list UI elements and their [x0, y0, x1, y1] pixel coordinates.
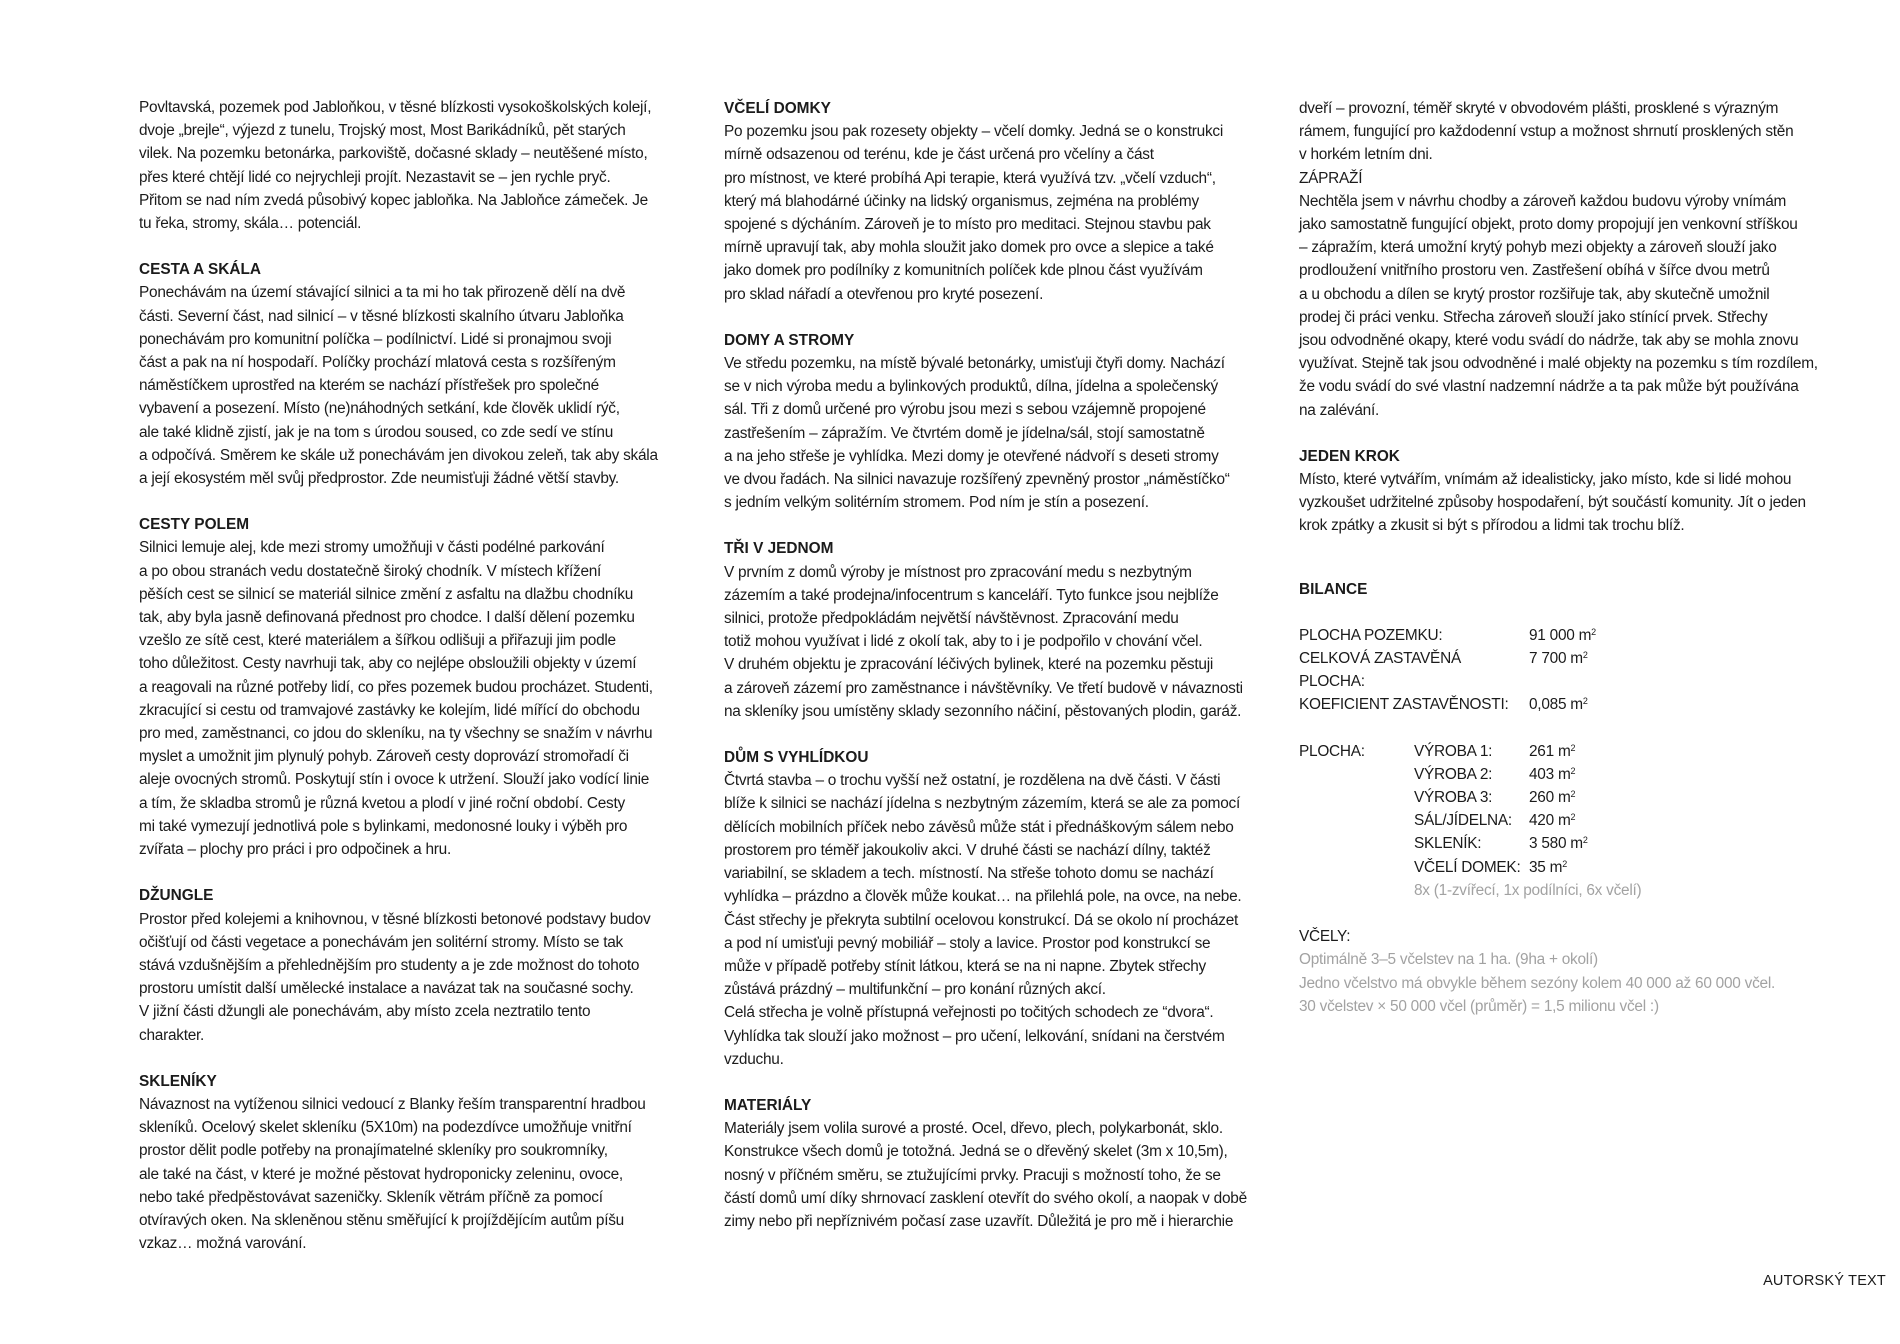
- text-column-3: [1299, 97, 1859, 1018]
- plocha-row: [1299, 832, 1859, 855]
- bilance-row: [1299, 647, 1859, 693]
- plocha-item-value: 420 $m^2$: [1529, 812, 1576, 830]
- vcely-line: Optimálně 3–5 včelstev na 1 ha. (9ha + okolí): [1299, 951, 1598, 969]
- continuation-paragraph: dveří – provozní, téměř skryté v obvodovém plášti, prosklené s výrazným rámem, fungující pro každodenní vstup a možnost shrnutí prosklených stěn v horkém letním dni.: [1299, 100, 1794, 164]
- section-heading: DŮM S VYHLÍDKOU: [724, 749, 869, 767]
- plocha-item-value: 260 $m^2$: [1529, 789, 1576, 807]
- vcely-line: 30 včelstev × 50 000 včel (průměr) = 1,5 milionu včel :): [1299, 997, 1659, 1015]
- section-heading: CESTY POLEM: [139, 516, 250, 534]
- text-column-1: [139, 96, 669, 1255]
- plocha-item-label: SÁL/JÍDELNA:: [1414, 812, 1512, 830]
- section-heading: DOMY A STROMY: [724, 331, 855, 349]
- section-body: V prvním z domů výroby je místnost pro zpracování medu s nezbytným zázemím a také prodejna/infocentrum s kanceláří. Tyto funkce jsou nejblíže silnici, protože předpokládám největší návštěvnost. Zpracování medu totiž mohou využívat i lidé z okolí tak, aby to i je podpořilo v chování včel. V druhém objektu je zpracování léčivých bylinek, které na pozemku pěstuji a zároveň zázemí pro zaměstnance i návštěvníky. Ve třetí budově v návaznosti na skleníky jsou umístěny sklady sezonního náčiní, pěstovaných plodin, garáž.: [724, 563, 1243, 720]
- section-materialy: [724, 1094, 1254, 1233]
- section-domy-a-stromy: [724, 329, 1254, 515]
- intro-section: [139, 96, 669, 235]
- section-cesta-a-skala: [139, 258, 669, 490]
- plocha-row: [1299, 740, 1859, 763]
- section-dzungle: [139, 884, 669, 1046]
- section-body: Materiály jsem volila surové a prosté. Ocel, dřevo, plech, polykarbonát, sklo. Konstrukce všech domů je totožná. Jedná se o dřevěný skelet (3m x 10,5m), nosný v příčném směru, se ztužujícími prvky. Pracuji s možností toho, že se částí domů umí díky shrnovací zasklení otevřít do svého okolí, a naopak v době zimy nebo při nepříznivém počasí zase uzavřít. Důležitá je pro mě i hierarchie: [724, 1120, 1247, 1230]
- bilance-label: PLOCHA POZEMKU:: [1299, 626, 1443, 644]
- bilance-section: [1299, 578, 1859, 1018]
- section-body: Čtvrtá stavba – o trochu vyšší než ostatní, je rozdělena na dvě části. V části blíže k silnici se nachází jídelna s nezbytným zázemím, která se ale za pomocí dělících mobilních příček nebo závěsů může stát i přednáškovým sálem nebo prostorem pro téměř jakoukoliv akci. V druhé části se nachází dílny, taktéž variabilní, se skladem a tech. místností. Na střeše tohoto domu se nachází vyhlídka – prázdno a člověk může koukat… na přilehlá pole, na ovce, na nebe. Část střechy je překryta subtilní ocelovou konstrukcí. Dá se okolo ní procházet a pod ní umisťuji pevný mobiliář – stoly a lavice. Prostor pod konstrukcí se může v případě potřeby stínit látkou, která se na ni napne. Zbytek střechy zůstává prázdný – multifunkční – pro konání různých akcí. Celá střecha je volně přístupná veřejnosti po točitých schodech ze “dvora“. Vyhlídka tak slouží jako možnost – pro učení, lelkování, snídani na čerstvém vzduchu.: [724, 772, 1242, 1068]
- plocha-row: [1299, 786, 1859, 809]
- text-column-2: [724, 97, 1254, 1233]
- section-heading: DŽUNGLE: [139, 887, 214, 905]
- section-heading: VČELÍ DOMKY: [724, 100, 831, 117]
- plocha-note: 8x (1-zvířecí, 1x podílníci, 6x včelí): [1414, 881, 1642, 899]
- plocha-row: [1299, 809, 1859, 832]
- plocha-item-value: 3 580 $m^2$: [1529, 835, 1588, 853]
- plocha-item-value: 261 $m^2$: [1529, 742, 1576, 760]
- bilance-row: [1299, 693, 1859, 716]
- section-body: Ve středu pozemku, na místě bývalé betonárky, umisťuji čtyři domy. Nachází se v nich výroba medu a bylinkových produktů, dílna, jídelna a společenský sál. Tři z domů určené pro výrobu jsou mezi s sebou vzájemně propojené zastřešením – zápražím. Ve čtvrtém domě je jídelna/sál, stojí samostatně a na jeho střeše je vyhlídka. Mezi domy je otevřené nádvoří s deseti stromy ve dvou řadách. Na silnici navazuje rozšířený zpevněný prostor „náměstíčko“ s jedním velkým solitérním stromem. Pod ním je stín a posezení.: [724, 355, 1230, 512]
- vcely-line: Jedno včelstvo má obvykle během sezóny kolem 40 000 až 60 000 včel.: [1299, 974, 1776, 992]
- bilance-heading: BILANCE: [1299, 580, 1368, 598]
- bilance-value: 0,085 $m^2$: [1529, 696, 1588, 714]
- zaprazi-label: ZÁPRAŽÍ: [1299, 169, 1363, 187]
- section-body: Po pozemku jsou pak rozesety objekty – včelí domky. Jedná se o konstrukci mírně odsazenou od terénu, kde je část určená pro včelíny a část pro místnost, ve které probíhá Api terapie, která využívá tzv. „včelí vzduch“, který má blahodárné účinky na lidský organismus, zejména na problémy spojené s dýcháním. Zároveň je to místo pro meditaci. Stejnou stavbu pak mírně upravují tak, aby mohla sloužit jako domek pro ovce a slepice a také jako domek pro podílníky z komunitních políček kde plnou část využívám pro sklad nářadí a otevřenou pro kryté posezení.: [724, 123, 1224, 303]
- section-heading: SKLENÍKY: [139, 1072, 217, 1090]
- section-body: Prostor před kolejemi a knihovnou, v těsné blízkosti betonové podstavy budov očišťují od části vegetace a ponechávám jen solitérní stromy. Místo se tak stává vzdušnějším a přehlednějším pro studenty a je zde možnost do tohoto prostoru umístit další umělecké instalace a navázat tak na současné sochy. V jižní části džungli ale ponechávám, aby místo zcela neztratilo tento charakter.: [139, 910, 651, 1044]
- plocha-item-label: SKLENÍK:: [1414, 835, 1482, 853]
- section-body: Ponechávám na území stávající silnici a ta mi ho tak přirozeně dělí na dvě části. Severní část, nad silnicí – v těsné blízkosti skalního útvaru Jabloňka ponechávám pro komunitní políčka – podílnictví. Lidé si pronajmou svoji část a pak na ní hospodaří. Políčky prochází mlatová cesta s rozšířeným náměstíčkem uprostřed na kterém se nachází přístřešek pro společné vybavení a posezení. Místo (ne)náhodných setkání, kde člověk uklidí rýč, ale také klidně zjistí, jak je na tom s úrodou soused, co zde sedí ve stínu a odpočívá. Směrem ke skále už ponechávám jen divokou zeleň, tak aby skála a její ekosystém měl svůj předprostor. Zde neumisťuji žádné větší stavby.: [139, 284, 658, 488]
- section-heading: TŘI V JEDNOM: [724, 540, 834, 558]
- section-skleniky: [139, 1070, 669, 1256]
- footer-label: AUTORSKÝ TEXT: [1763, 1273, 1886, 1289]
- plocha-item-label: VÝROBA 3:: [1414, 789, 1493, 807]
- plocha-item-label: VÝROBA 1:: [1414, 742, 1493, 760]
- plocha-item-label: VČELÍ DOMEK:: [1414, 858, 1521, 876]
- section-heading: JEDEN KROK: [1299, 447, 1400, 465]
- bilance-label: KOEFICIENT ZASTAVĚNOSTI:: [1299, 696, 1509, 714]
- section-dum-s-vyhlidkou: [724, 746, 1254, 1071]
- section-body: Silnici lemuje alej, kde mezi stromy umožňuji v části podélné parkování a po obou stranách vedu dostatečně široký chodník. V místech křížení pěších cest se silnicí se materiál silnice změní z asfaltu na dlažbu chodníku tak, aby byla jasně definovaná přednost pro chodce. I další dělení pozemku vzešlo ze sítě cest, které materiálem a šířkou odlišuji a přiřazuji jim podle toho důležitost. Cesty navrhuji tak, aby co nejlépe obsloužili objekty v území a reagovali na různé potřeby lidí, co přes pozemek budou procházet. Studenti, zkracující si cestu od tramvajové zastávky ke kolejím, lidé mířící do obchodu pro med, zaměstnanci, co jdou do skleníku, na ty všechny se snažím v návrhu myslet a umožnit jim plynulý pohyb. Zároveň cesty doprovází stromořadí či aleje ovocných stromů. Poskytují stín i ovoce k utržení. Slouží jako vodící linie a tím, že skladba stromů je různá kvetou a plodí v jiné roční období. Cesty mi také vymezují jednotlivá pole s bylinkami, medonosné louky i výběh pro zvířata – plochy pro práci i pro odpočinek a hru.: [139, 539, 653, 859]
- plocha-item-label: VÝROBA 2:: [1414, 765, 1493, 783]
- section-body: Místo, které vytvářím, vnímám až idealisticky, jako místo, kde si lidé mohou vyzkoušet udržitelné způsoby hospodaření, být součástí komunity. Jít o jeden krok zpátky a zkusit si být s přírodou a lidmi tak trochu blíž.: [1299, 471, 1806, 535]
- plocha-note-row: [1299, 879, 1859, 902]
- section-tri-v-jednom: [724, 537, 1254, 723]
- plocha-row: [1299, 856, 1859, 879]
- section-heading: CESTA A SKÁLA: [139, 261, 261, 279]
- plocha-item-value: 35 $m^2$: [1529, 858, 1567, 876]
- section-heading: MATERIÁLY: [724, 1096, 812, 1114]
- plocha-row: [1299, 763, 1859, 786]
- section-jeden-krok: [1299, 445, 1859, 538]
- bilance-label: CELKOVÁ ZASTAVĚNÁ PLOCHA:: [1299, 650, 1461, 691]
- section-zaprazi: [1299, 167, 1859, 422]
- plocha-label: PLOCHA:: [1299, 742, 1365, 760]
- section-body: Nechtěla jsem v návrhu chodby a zároveň každou budovu výroby vnímám jako samostatně fungující objekt, proto domy propojují jen venkovní stříškou – zápražím, která umožní krytý pohyb mezi objekty a zároveň slouží jako prodloužení vnitřního prostoru ven. Zastřešení obíhá v šířce dvou metrů a u obchodu a dílen se krytý prostor rozšiřuje tak, aby skutečně umožnil prodej či práci venku. Střecha zároveň slouží jako stínící prvek. Střechy jsou odvodněné okapy, které vodu svádí do nádrže, tak aby se mohla znovu využívat. Stejně tak jsou odvodněné i malé objekty na pozemku s tím rozdílem, že vodu svádí do své vlastní nadzemní nádrže a ta pak může být používána na zalévání.: [1299, 192, 1818, 419]
- section-body: Návaznost na vytíženou silnici vedoucí z Blanky řeším transparentní hradbou skleníků. Ocelový skelet skleníku (5X10m) na podezdívce umožňuje vnitřní prostor dělit podle potřeby na pronajímatelné skleníky pro soukromníky, ale také na část, v které je možné pěstovat hydroponicky zeleninu, ovoce, nebo také předpěstovávat sazeničky. Skleník větrám příčně za pomocí otvíravých oken. Na skleněnou stěnu směřující k projíždějícím autům píšu vzkaz… možná varování.: [139, 1095, 646, 1253]
- vcely-label: VČELY:: [1299, 928, 1351, 946]
- intro-paragraph: Povltavská, pozemek pod Jabloňkou, v těsné blízkosti vysokoškolských kolejí, dvoje „brejle“, výjezd z tunelu, Trojský most, Most Barikádníků, pět starých vilek. Na pozemku betonárka, parkoviště, dočasné sklady – neutěšené místo, přes které chtějí lidé co nejrychleji projít. Nezastavit se – jen rychle pryč. Přitom se nad ním zvedá působivý kopec jabloňka. Na Jabloňce zámeček. Je tu řeka, stromy, skála… potenciál.: [139, 99, 652, 233]
- bilance-value: 91 000 $m^2$: [1529, 626, 1596, 644]
- plocha-item-value: 403 $m^2$: [1529, 765, 1576, 783]
- bilance-row: [1299, 624, 1859, 647]
- section-vceli-domky: [724, 97, 1254, 306]
- section-cesty-polem: [139, 513, 669, 861]
- bilance-value: 7 700 $m^2$: [1529, 650, 1588, 668]
